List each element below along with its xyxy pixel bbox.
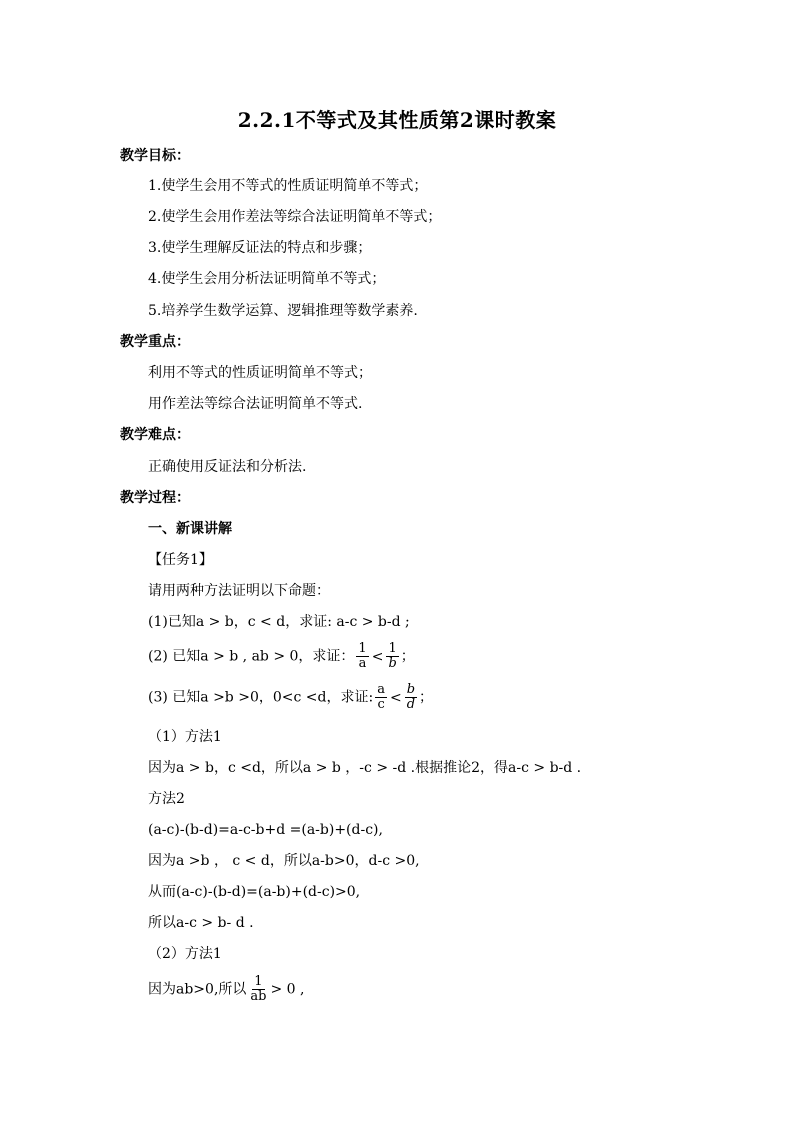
fraction-denominator: ab [250, 989, 267, 1004]
proposition-2-suffix: ； [400, 648, 415, 665]
objective-item-3: 3.使学生理解反证法的特点和步骤； [148, 240, 372, 256]
fraction-1-over-b [386, 642, 398, 671]
less-than-sign: < [371, 648, 384, 665]
difficulties-heading: 教学难点： [120, 427, 190, 443]
document-title: 2.2.1不等式及其性质第2课时教案 [237, 108, 557, 132]
fraction-numerator: 1 [388, 641, 397, 656]
proposition-2-prefix: (2) 已知a > b , ab > 0，求证： [148, 648, 355, 665]
solution-1-method-2-line-3: 从而(a-c)-(b-d)=(a-b)+(d-c)>0, [148, 884, 361, 900]
fraction-numerator: a [377, 682, 385, 697]
fraction-denominator: a [358, 656, 367, 671]
solution-1-method-2-line-2: 因为a >b ， c < d，所以a-b>0，d-c >0, [148, 853, 420, 869]
proposition-3 [148, 683, 433, 712]
fraction-1-over-ab [248, 975, 268, 1004]
proposition-2 [148, 642, 415, 671]
objective-item-5: 5.培养学生数学运算、逻辑推理等数学素养. [148, 303, 418, 319]
solution-1-method-1-text: 因为a > b，c <d，所以a > b ，-c > -d .根据推论2，得a-c > b-d . [148, 760, 582, 776]
key-point-item-2: 用作差法等综合法证明简单不等式. [148, 396, 363, 412]
proposition-1: (1)已知a > b，c < d，求证: a-c > b-d ; [148, 614, 410, 630]
fraction-b-over-d [405, 683, 417, 712]
fraction-denominator: c [377, 697, 385, 712]
objectives-heading: 教学目标： [120, 148, 190, 164]
solution-1-method-2-line-1: (a-c)-(b-d)=a-c-b+d =(a-b)+(d-c), [148, 822, 383, 838]
key-points-heading: 教学重点： [120, 334, 190, 350]
solution-1-method-2-line-4: 所以a-c > b- d . [148, 915, 254, 931]
solution-2-method-1-heading: （2）方法1 [148, 946, 222, 962]
objective-item-1: 1.使学生会用不等式的性质证明简单不等式； [148, 178, 428, 194]
fraction-a-over-c [375, 683, 387, 712]
solution-2-method-1-text [148, 975, 304, 1004]
difficulty-item-1: 正确使用反证法和分析法. [148, 459, 307, 475]
fraction-numerator: 1 [254, 974, 263, 989]
fraction-denominator: d [406, 697, 416, 712]
proof-prompt: 请用两种方法证明以下命题： [148, 583, 330, 599]
fraction-numerator: b [406, 682, 416, 697]
key-point-item-1: 利用不等式的性质证明简单不等式； [148, 365, 372, 381]
task-1-label: 【任务1】 [148, 552, 213, 568]
less-than-sign: < [389, 689, 402, 706]
objective-item-4: 4.使学生会用分析法证明简单不等式； [148, 271, 386, 287]
solution-1-method-2-heading: 方法2 [148, 791, 185, 807]
solution-2-suffix: > 0 , [270, 981, 305, 998]
solution-2-prefix: 因为ab>0,所以 [148, 981, 247, 998]
fraction-1-over-a [356, 642, 368, 671]
objective-item-2: 2.使学生会用作差法等综合法证明简单不等式； [148, 209, 442, 225]
solution-1-method-1-heading: （1）方法1 [148, 729, 222, 745]
proposition-3-prefix: (3) 已知a >b >0，0<c <d，求证: [148, 689, 374, 706]
proposition-3-suffix: ； [419, 689, 434, 706]
fraction-denominator: b [388, 656, 397, 671]
fraction-numerator: 1 [358, 641, 367, 656]
section-new-lesson: 一、新课讲解 [148, 521, 232, 537]
process-heading: 教学过程： [120, 490, 190, 506]
